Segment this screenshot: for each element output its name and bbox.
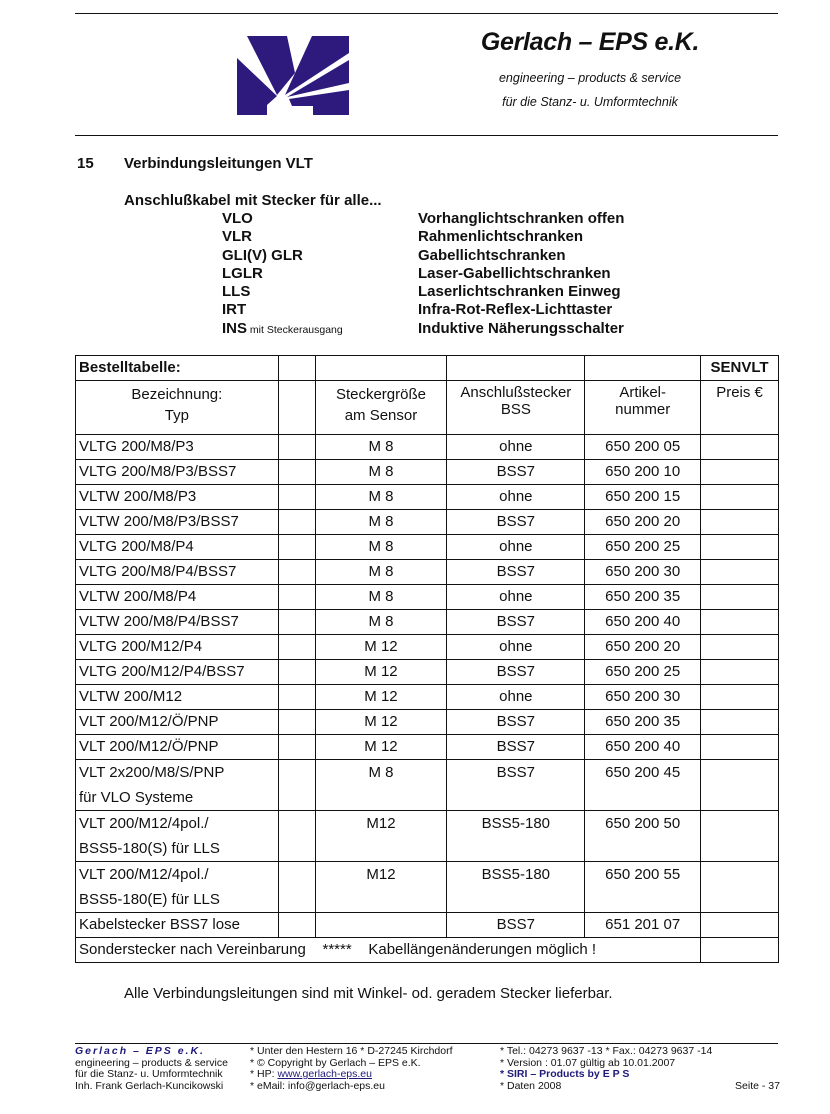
cell-article: 650 200 45 [585,760,701,811]
footer-subline: für die Stanz- u. Umformtechnik [75,1068,223,1081]
sensor-type-desc: Infra-Rot-Reflex-Lichttaster [418,301,613,319]
footer-address: * Unter den Hestern 16 * D-27245 Kirchdorf [250,1045,453,1057]
cell-connector: ohne [447,585,585,610]
cell-size: M 8 [315,510,447,535]
sensor-type-desc: Rahmenlichtschranken [418,228,584,246]
cell-price [701,760,779,811]
cell-size: M12 [315,811,447,862]
cell-connector: BSS7 [447,610,585,635]
cell-article: 651 201 07 [585,913,701,938]
footer-tagline: engineering – products & service [75,1056,228,1069]
table-row [76,735,779,760]
cell-connector: BSS7 [447,560,585,585]
cell-typ: VLT 200/M12/4pol./ BSS5-180(S) für LLS [76,811,279,862]
cell-typ: VLTG 200/M12/P4 [76,635,279,660]
table-header-row [76,381,779,435]
cell-price [701,685,779,710]
cell-connector: BSS7 [447,913,585,938]
cell-connector: BSS5-180 [447,862,585,913]
cell-typ: VLTW 200/M8/P3 [76,485,279,510]
homepage-link[interactable]: www.gerlach-eps.eu [277,1068,372,1081]
sensor-type-item [222,247,624,265]
sensor-type-code: LLS [222,283,251,301]
cell-typ: VLTG 200/M12/P4/BSS7 [76,660,279,685]
footer-copyright: * © Copyright by Gerlach – EPS e.K. [250,1056,421,1069]
cell-article: 650 200 15 [585,485,701,510]
cell-typ: VLT 200/M12/Ö/PNP [76,710,279,735]
cell-price [701,560,779,585]
brand-block [440,28,740,109]
cell-price [701,710,779,735]
cell-typ: VLT 200/M12/Ö/PNP [76,735,279,760]
table-row [76,811,779,862]
sensor-type-code: IRT [222,301,247,319]
cell-size: M 12 [315,660,447,685]
cell-typ: VLTW 200/M8/P3/BSS7 [76,510,279,535]
header-article: Artikel- nummer [585,381,701,435]
cell-article: 650 200 35 [585,585,701,610]
cell-size: M 12 [315,685,447,710]
table-row [76,913,779,938]
cell-connector: ohne [447,485,585,510]
cell-article: 650 200 40 [585,610,701,635]
cell-price [701,585,779,610]
cell-connector: BSS7 [447,460,585,485]
cell-size: M 8 [315,460,447,485]
sensor-type-item [222,228,624,246]
table-row [76,862,779,913]
sensor-type-code: GLI(V) GLR [222,246,303,264]
sensor-type-item [222,283,624,301]
cell-article: 650 200 50 [585,811,701,862]
company-logo [237,33,349,115]
cell-size: M 8 [315,585,447,610]
sensor-type-code: INS mit Steckerausgang [222,319,343,337]
cell-size: M 8 [315,435,447,460]
footer-company: Gerlach – EPS e.K. [75,1045,205,1057]
sensor-type-code: VLR [222,228,252,246]
cell-price [701,485,779,510]
footer-siri: * SIRI – Products by E P S [500,1068,630,1081]
cell-article: 650 200 30 [585,560,701,585]
cell-price [701,811,779,862]
page-footer [75,1046,780,1092]
cell-typ: VLTW 200/M12 [76,685,279,710]
cell-typ: VLT 2x200/M8/S/PNP für VLO Systeme [76,760,279,811]
sensor-type-code: LGLR [222,264,263,282]
table-row [76,460,779,485]
cell-size: M 8 [315,535,447,560]
cell-price [701,510,779,535]
cell-article: 650 200 20 [585,510,701,535]
cell-typ: VLTG 200/M8/P4/BSS7 [76,560,279,585]
cell-price [701,460,779,485]
table-row [76,610,779,635]
table-row [76,685,779,710]
cell-size: M12 [315,862,447,913]
sensor-type-desc: Vorhanglichtschranken offen [418,210,625,227]
cell-price [701,913,779,938]
footer-rule [75,1043,778,1044]
cell-connector: ohne [447,535,585,560]
sensor-type-desc: Laser-Gabellichtschranken [418,264,611,282]
sensor-type-item [222,265,624,283]
table-row [76,760,779,811]
table-row [76,435,779,460]
table-row [76,635,779,660]
cell-article: 650 200 35 [585,710,701,735]
sensor-type-desc: Gabellichtschranken [418,246,566,264]
company-name: Gerlach – EPS e.K. [480,28,700,56]
cell-typ: VLT 200/M12/4pol./ BSS5-180(E) für LLS [76,862,279,913]
cell-size: M 8 [315,560,447,585]
cell-article: 650 200 20 [585,635,701,660]
table-row [76,660,779,685]
footer-daten-row: * Daten 2008 Seite - 37 [500,1079,780,1092]
table-row [76,535,779,560]
table-title: Bestelltabelle: [76,356,279,381]
header-rule [75,135,778,136]
footer-phone: * Tel.: 04273 9637 -13 * Fax.: 04273 9637 -14 [500,1045,713,1057]
cell-article: 650 200 05 [585,435,701,460]
cell-connector: ohne [447,685,585,710]
sensor-type-item [222,210,624,228]
table-row [76,585,779,610]
top-rule [75,13,778,14]
cell-typ: VLTW 200/M8/P4/BSS7 [76,610,279,635]
sensor-type-desc: Laserlichtschranken Einweg [418,283,621,301]
header-size: Steckergröße am Sensor [315,381,447,435]
cell-article: 650 200 55 [585,862,701,913]
cell-price [701,610,779,635]
cell-size: M 12 [315,635,447,660]
section-number: 15 [77,155,94,172]
footer-version: * Version : 01.07 gültig ab 10.01.2007 [500,1056,676,1069]
table-footer-row [76,938,779,963]
cell-typ: VLTG 200/M8/P3 [76,435,279,460]
sensor-type-desc: Induktive Näherungsschalter [418,319,624,337]
cell-connector: ohne [447,635,585,660]
cell-article: 650 200 25 [585,660,701,685]
sensor-type-code: VLO [222,210,253,227]
order-table [75,355,779,963]
sensor-type-list [222,210,624,338]
company-tagline: engineering – products & service [498,71,682,85]
cell-article: 650 200 40 [585,735,701,760]
table-row [76,485,779,510]
section-title: Verbindungsleitungen VLT [124,155,313,172]
footer-owner: Inh. Frank Gerlach-Kuncikowski [75,1079,224,1092]
cell-price [701,862,779,913]
sensor-type-item [222,301,624,319]
footer-homepage: * HP: www.gerlach-eps.eu [250,1068,372,1081]
header-price: Preis € [701,381,779,435]
page-number: Seite - 37 [735,1079,780,1092]
company-subline: für die Stanz- u. Umformtechnik [502,95,678,109]
cell-connector: ohne [447,435,585,460]
header-typ: Bezeichnung: Typ [76,381,279,435]
cell-size: M 8 [315,485,447,510]
cell-connector: BSS7 [447,660,585,685]
cell-price [701,735,779,760]
cell-typ: Kabelstecker BSS7 lose [76,913,279,938]
cell-size [315,913,447,938]
cell-size: M 8 [315,610,447,635]
cell-price [701,635,779,660]
table-row [76,510,779,535]
table-row [76,560,779,585]
cell-connector: BSS7 [447,760,585,811]
delivery-note: Alle Verbindungsleitungen sind mit Winkel- od. geradem Stecker lieferbar. [124,985,613,1002]
table-title-row [76,356,779,381]
cell-size: M 12 [315,735,447,760]
section-intro: Anschlußkabel mit Stecker für alle... [124,192,382,209]
table-code: SENVLT [701,356,779,381]
cell-connector: BSS7 [447,510,585,535]
footer-email: * eMail: info@gerlach-eps.eu [250,1079,385,1092]
cell-size: M 12 [315,710,447,735]
cell-connector: BSS7 [447,710,585,735]
cell-size: M 8 [315,760,447,811]
cell-article: 650 200 10 [585,460,701,485]
cell-price [701,435,779,460]
table-row [76,710,779,735]
cell-typ: VLTG 200/M8/P4 [76,535,279,560]
header-connector: Anschlußstecker BSS [447,381,585,435]
cell-price [701,660,779,685]
cell-article: 650 200 25 [585,535,701,560]
cell-price [701,535,779,560]
cell-article: 650 200 30 [585,685,701,710]
cell-connector: BSS7 [447,735,585,760]
cell-typ: VLTW 200/M8/P4 [76,585,279,610]
special-connector-note: Sonderstecker nach Vereinbarung ***** Kabellängenänderungen möglich ! [76,938,701,963]
cell-connector: BSS5-180 [447,811,585,862]
cell-typ: VLTG 200/M8/P3/BSS7 [76,460,279,485]
sensor-type-item [222,320,624,338]
